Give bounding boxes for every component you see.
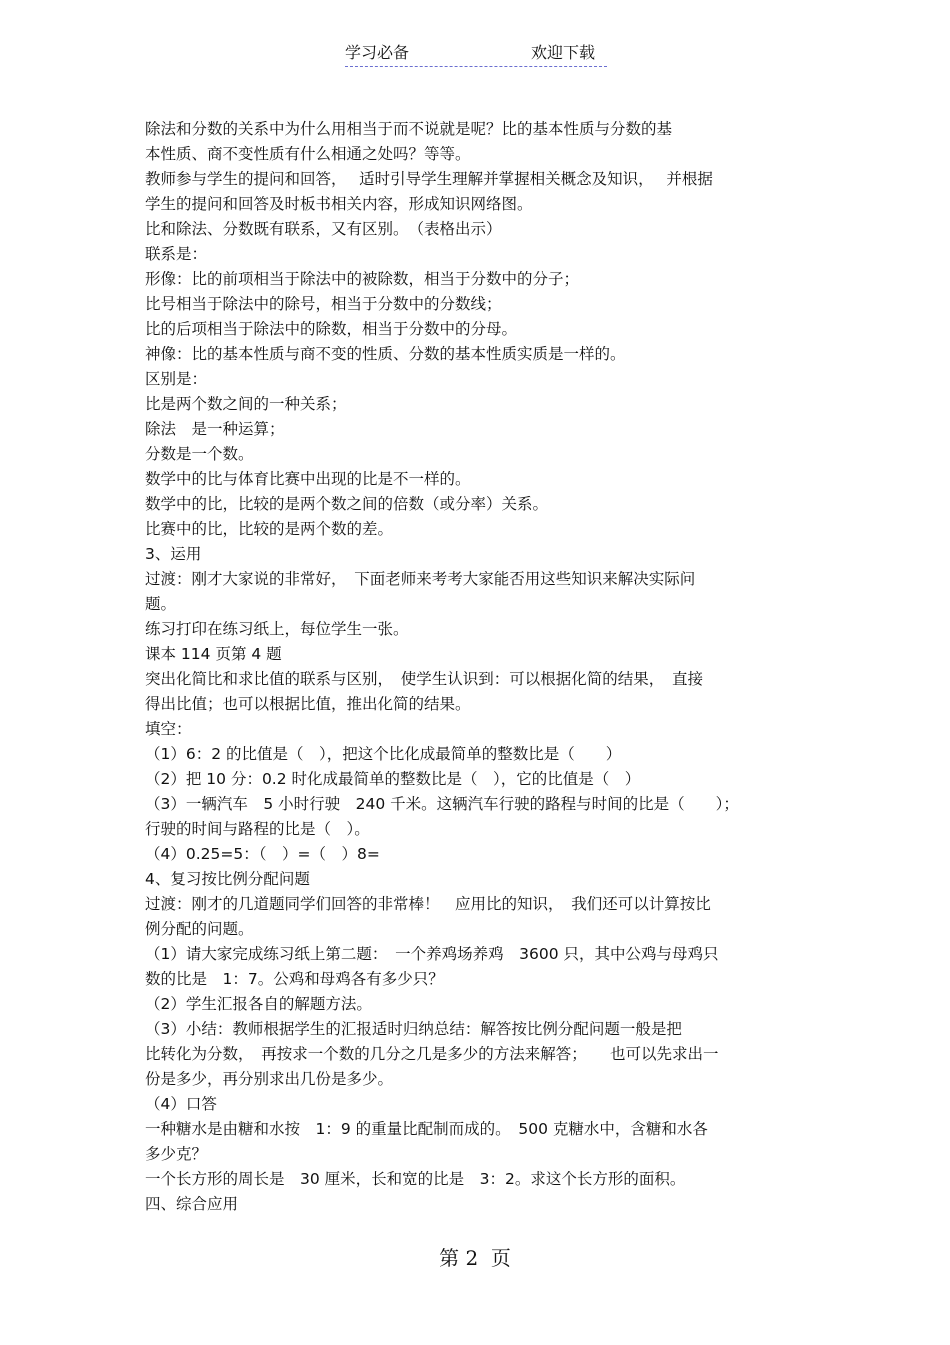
text-line: 比号相当于除法中的除号，相当于分数中的分数线； bbox=[145, 295, 502, 313]
page-header bbox=[345, 40, 607, 67]
text-line: 练习打印在练习纸上，每位学生一张。 bbox=[145, 620, 409, 638]
text-line: 形像：比的前项相当于除法中的被除数，相当于分数中的分子； bbox=[145, 270, 580, 288]
header-left-text: 学习必备 bbox=[345, 43, 410, 62]
text-line: （3）一辆汽车 5 小时行驶 240 千米。这辆汽车行驶的路程与时间的比是（ ）； bbox=[145, 795, 739, 813]
text-line: 过渡：刚才的几道题同学们回答的非常棒！ 应用比的知识， 我们还可以计算按比 bbox=[145, 895, 711, 913]
text-line: （4）0.25=5：（ ）=（ ）8= bbox=[145, 845, 380, 863]
text-line: 除法和分数的关系中为什么用相当于而不说就是呢？比的基本性质与分数的基 bbox=[145, 120, 673, 138]
text-line: 行驶的时间与路程的比是（ ）。 bbox=[145, 820, 370, 838]
header-right-text: 欢迎下载 bbox=[531, 43, 596, 62]
text-line: （2）把 10 分：0.2 时化成最简单的整数比是（ ），它的比值是（ ） bbox=[145, 770, 641, 788]
text-line: 多少克？ bbox=[145, 1145, 208, 1163]
text-line: 一种糖水是由糖和水按 1：9 的重量比配制而成的。 500 克糖水中，含糖和水各 bbox=[145, 1120, 708, 1138]
text-line: 数学中的比，比较的是两个数之间的倍数（或分率）关系。 bbox=[145, 495, 549, 513]
text-line: 数学中的比与体育比赛中出现的比是不一样的。 bbox=[145, 470, 471, 488]
text-line: 除法 是一种运算； bbox=[145, 420, 285, 438]
text-line: 比和除法、分数既有联系，又有区别。 （表格出示） bbox=[145, 220, 502, 238]
text-line: 比赛中的比，比较的是两个数的差。 bbox=[145, 520, 394, 538]
text-line: 联系是： bbox=[145, 245, 208, 263]
text-line: 突出化简比和求比值的联系与区别， 使学生认识到：可以根据化简的结果， 直接 bbox=[145, 670, 704, 688]
text-line: 神像：比的基本性质与商不变的性质、分数的基本性质实质是一样的。 bbox=[145, 345, 626, 363]
text-line: 比是两个数之间的一种关系； bbox=[145, 395, 347, 413]
text-line: 过渡：刚才大家说的非常好， 下面老师来考考大家能否用这些知识来解决实际问 bbox=[145, 570, 696, 588]
text-line: 得出比值；也可以根据比值，推出化简的结果。 bbox=[145, 695, 471, 713]
text-line: 四、综合应用 bbox=[145, 1195, 239, 1213]
text-line: 学生的提问和回答及时板书相关内容，形成知识网络图。 bbox=[145, 195, 533, 213]
text-line: （1）6：2 的比值是（ ），把这个比化成最简单的整数比是（ ） bbox=[145, 745, 622, 763]
text-line: 题。 bbox=[145, 595, 177, 613]
text-line: 份是多少，再分别求出几份是多少。 bbox=[145, 1070, 394, 1088]
text-line: 比的后项相当于除法中的除数，相当于分数中的分母。 bbox=[145, 320, 518, 338]
text-line: 3、运用 bbox=[145, 545, 202, 563]
page-number: 第 2 页 bbox=[439, 1246, 511, 1270]
text-line: 教师参与学生的提问和回答， 适时引导学生理解并掌握相关概念及知识， 并根据 bbox=[145, 170, 713, 188]
text-line: （2）学生汇报各自的解题方法。 bbox=[145, 995, 372, 1013]
text-line: 本性质、商不变性质有什么相通之处吗？等等。 bbox=[145, 145, 471, 163]
text-line: （4）口答 bbox=[145, 1095, 217, 1113]
text-line: 数的比是 1：7。公鸡和母鸡各有多少只？ bbox=[145, 970, 444, 988]
text-line: 一个长方形的周长是 30 厘米，长和宽的比是 3：2。求这个长方形的面积。 bbox=[145, 1170, 686, 1188]
text-line: （3）小结：教师根据学生的汇报适时归纳总结：解答按比例分配问题一般是把 bbox=[145, 1020, 682, 1038]
text-line: 分数是一个数。 bbox=[145, 445, 254, 463]
text-line: 比转化为分数， 再按求一个数的几分之几是多少的方法来解答； 也可以先求出一 bbox=[145, 1045, 719, 1063]
text-line: 填空： bbox=[145, 720, 192, 738]
text-line: 4、复习按比例分配问题 bbox=[145, 870, 310, 888]
text-line: 区别是： bbox=[145, 370, 208, 388]
document-body bbox=[145, 117, 815, 1217]
text-line: 课本 114 页第 4 题 bbox=[145, 645, 282, 663]
text-line: 例分配的问题。 bbox=[145, 920, 254, 938]
text-line: （1）请大家完成练习纸上第二题： 一个养鸡场养鸡 3600 只，其中公鸡与母鸡只 bbox=[145, 945, 719, 963]
